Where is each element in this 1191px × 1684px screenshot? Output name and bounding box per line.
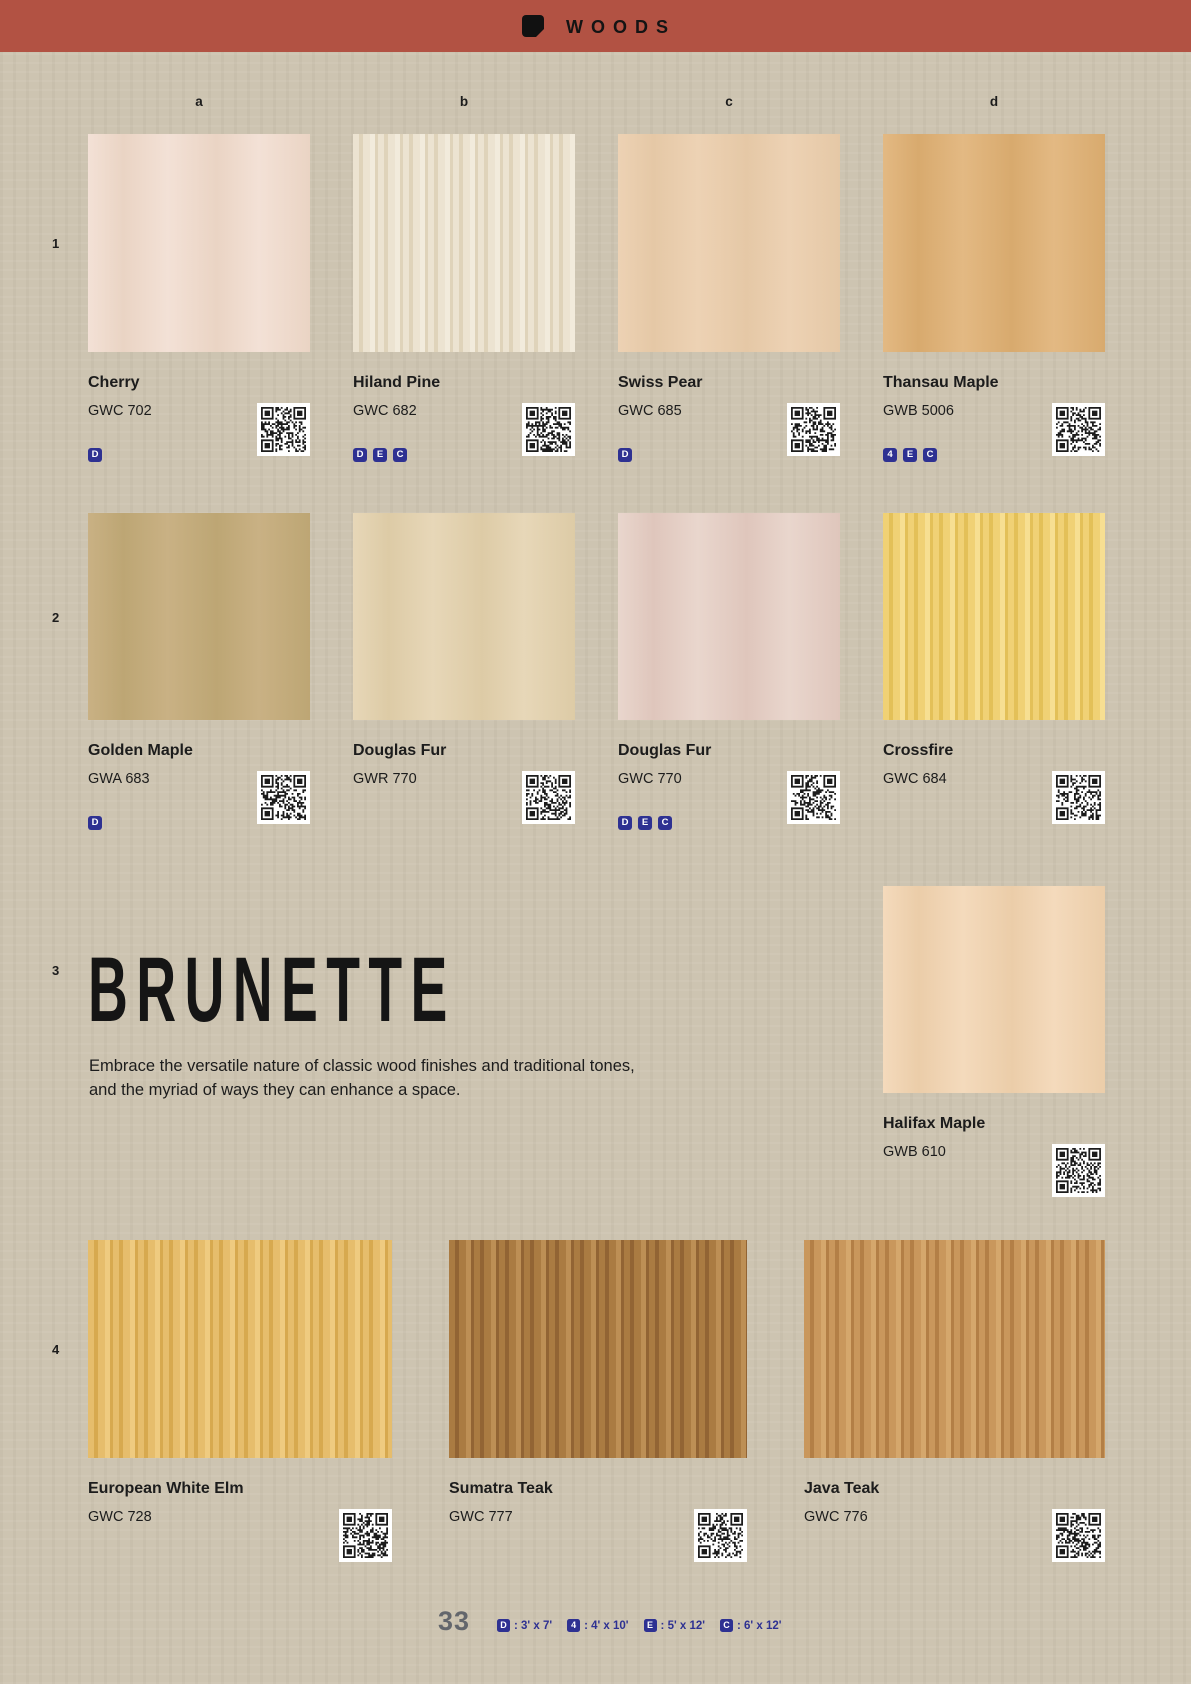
- product-code: GWC 702: [88, 403, 152, 419]
- wood-swatch: [804, 1240, 1105, 1458]
- qr-code: [257, 771, 310, 824]
- product-code: GWC 728: [88, 1509, 152, 1525]
- size-badges: [353, 448, 407, 462]
- section-description: [89, 1054, 635, 1102]
- row-label-1: 1: [52, 236, 60, 251]
- wood-swatch: [883, 134, 1105, 352]
- wood-swatch: [449, 1240, 747, 1458]
- size-badges: [618, 448, 632, 462]
- size-badge: C: [393, 448, 407, 462]
- size-badges: [88, 448, 102, 462]
- size-badges: [618, 816, 672, 830]
- qr-code: [1052, 403, 1105, 456]
- header-bar: [0, 0, 1191, 52]
- wood-swatch: [88, 134, 310, 352]
- wood-swatch: [883, 886, 1105, 1093]
- product-code: GWC 770: [618, 771, 682, 787]
- product-name: Crossfire: [883, 742, 954, 759]
- row-label-2: 2: [52, 610, 60, 625]
- product-name: Swiss Pear: [618, 374, 703, 391]
- size-badge: E: [638, 816, 652, 830]
- column-label-c: c: [725, 94, 733, 109]
- legend-item: [567, 1619, 628, 1632]
- page-number: 33: [438, 1606, 471, 1636]
- legend-item: [644, 1619, 705, 1632]
- product-code: GWC 777: [449, 1509, 513, 1525]
- product-name: Douglas Fur: [353, 742, 447, 759]
- wood-swatch: [353, 513, 575, 720]
- qr-code: [694, 1509, 747, 1562]
- qr-code: [1052, 1509, 1105, 1562]
- size-badge: 4: [883, 448, 897, 462]
- woods-section-icon: [522, 15, 544, 37]
- wood-swatch: [618, 513, 840, 720]
- size-badges: [883, 448, 937, 462]
- size-badge: D: [88, 448, 102, 462]
- legend-item: [720, 1619, 781, 1632]
- product-name: Hiland Pine: [353, 374, 441, 391]
- qr-code: [522, 771, 575, 824]
- product-name: Thansau Maple: [883, 374, 999, 391]
- qr-code: [787, 771, 840, 824]
- size-legend: [497, 1619, 781, 1632]
- product-code: GWC 684: [883, 771, 947, 787]
- wood-swatch: [883, 513, 1105, 720]
- column-label-d: d: [989, 94, 999, 109]
- size-badge: D: [88, 816, 102, 830]
- product-code: GWB 610: [883, 1144, 946, 1160]
- size-badge: 4: [567, 1619, 580, 1632]
- wood-swatch: [353, 134, 575, 352]
- product-name: European White Elm: [88, 1480, 244, 1497]
- size-badges: [88, 816, 102, 830]
- size-badge: D: [618, 448, 632, 462]
- product-name: Halifax Maple: [883, 1115, 986, 1132]
- qr-code: [1052, 771, 1105, 824]
- qr-code: [522, 403, 575, 456]
- size-badge: E: [903, 448, 917, 462]
- column-label-a: a: [195, 94, 203, 109]
- product-name: Golden Maple: [88, 742, 193, 759]
- legend-dims: : 3' x 7': [514, 1619, 553, 1632]
- product-code: GWR 770: [353, 771, 417, 787]
- size-badge: D: [618, 816, 632, 830]
- product-code: GWA 683: [88, 771, 150, 787]
- section-description-line1: Embrace the versatile nature of classic wood finishes and traditional tones,: [89, 1057, 635, 1075]
- size-badge: C: [923, 448, 937, 462]
- size-badge: D: [353, 448, 367, 462]
- product-code: GWC 682: [353, 403, 417, 419]
- qr-code: [339, 1509, 392, 1562]
- legend-item: [497, 1619, 552, 1632]
- qr-code: [787, 403, 840, 456]
- size-badge: C: [658, 816, 672, 830]
- column-label-b: b: [459, 94, 469, 109]
- product-name: Sumatra Teak: [449, 1480, 553, 1497]
- product-code: GWB 5006: [883, 403, 954, 419]
- size-badge: E: [644, 1619, 657, 1632]
- product-code: GWC 776: [804, 1509, 868, 1525]
- legend-dims: : 5' x 12': [660, 1619, 706, 1632]
- legend-dims: : 6' x 12': [737, 1619, 782, 1632]
- qr-code: [257, 403, 310, 456]
- product-name: Cherry: [88, 374, 140, 391]
- size-badge: E: [373, 448, 387, 462]
- product-code: GWC 685: [618, 403, 682, 419]
- section-description-line2: and the myriad of ways they can enhance a space.: [89, 1081, 461, 1099]
- row-label-4: 4: [52, 1342, 60, 1357]
- section-heading: BRUNETTE: [88, 939, 456, 1041]
- wood-swatch: [88, 1240, 392, 1458]
- row-label-3: 3: [52, 963, 60, 978]
- wood-swatch: [88, 513, 310, 720]
- legend-dims: : 4' x 10': [584, 1619, 629, 1632]
- product-name: Douglas Fur: [618, 742, 712, 759]
- product-name: Java Teak: [804, 1480, 880, 1497]
- wood-swatch: [618, 134, 840, 352]
- page-title: WOODS: [566, 17, 676, 37]
- size-badge: D: [497, 1619, 510, 1632]
- size-badge: C: [720, 1619, 733, 1632]
- qr-code: [1052, 1144, 1105, 1197]
